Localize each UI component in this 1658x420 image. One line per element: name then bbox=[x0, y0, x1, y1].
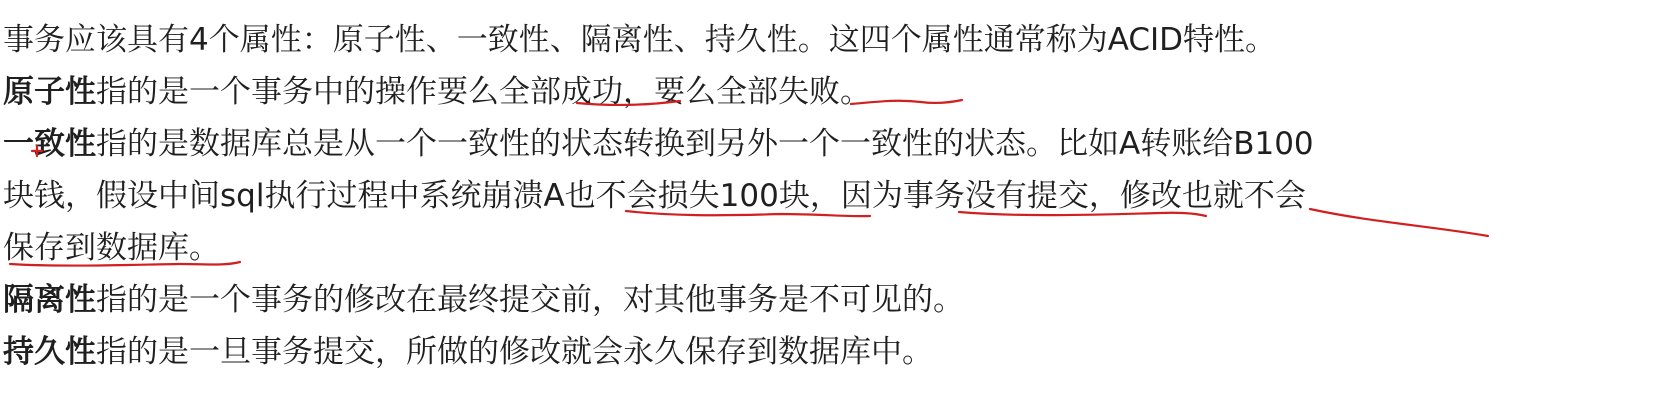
consistency-definition-line-2: 块钱，假设中间sql执行过程中系统崩溃A也不会损失100块，因为事务没有提交，修改也就不会 bbox=[3, 178, 1306, 214]
consistency-definition-line-1: 指的是数据库总是从一个一致性的状态转换到另外一个一致性的状态。比如A转账给B100 bbox=[96, 126, 1314, 162]
durability-definition: 指的是一旦事务提交，所做的修改就会永久保存到数据库中。 bbox=[96, 334, 933, 370]
intro-paragraph bbox=[3, 14, 1276, 66]
consistency-paragraph-line-3 bbox=[3, 222, 220, 274]
isolation-definition: 指的是一个事务的修改在最终提交前，对其他事务是不可见的。 bbox=[96, 282, 964, 318]
consistency-definition-line-3: 保存到数据库。 bbox=[3, 230, 220, 266]
atomicity-paragraph bbox=[3, 66, 871, 118]
atomicity-definition: 指的是一个事务中的操作要么全部成功，要么全部失败。 bbox=[96, 74, 871, 110]
intro-text: 事务应该具有4个属性：原子性、一致性、隔离性、持久性。这四个属性通常称为ACID特性。 bbox=[3, 22, 1277, 58]
isolation-term: 隔离性 bbox=[3, 282, 96, 318]
underline-change-not-saved bbox=[1310, 209, 1488, 236]
consistency-term: 一致性 bbox=[3, 126, 96, 162]
isolation-paragraph bbox=[3, 274, 964, 326]
durability-paragraph bbox=[3, 326, 933, 378]
consistency-paragraph-line-1 bbox=[3, 118, 1314, 170]
durability-term: 持久性 bbox=[3, 334, 96, 370]
atomicity-term: 原子性 bbox=[3, 74, 96, 110]
consistency-paragraph-line-2 bbox=[3, 170, 1306, 222]
